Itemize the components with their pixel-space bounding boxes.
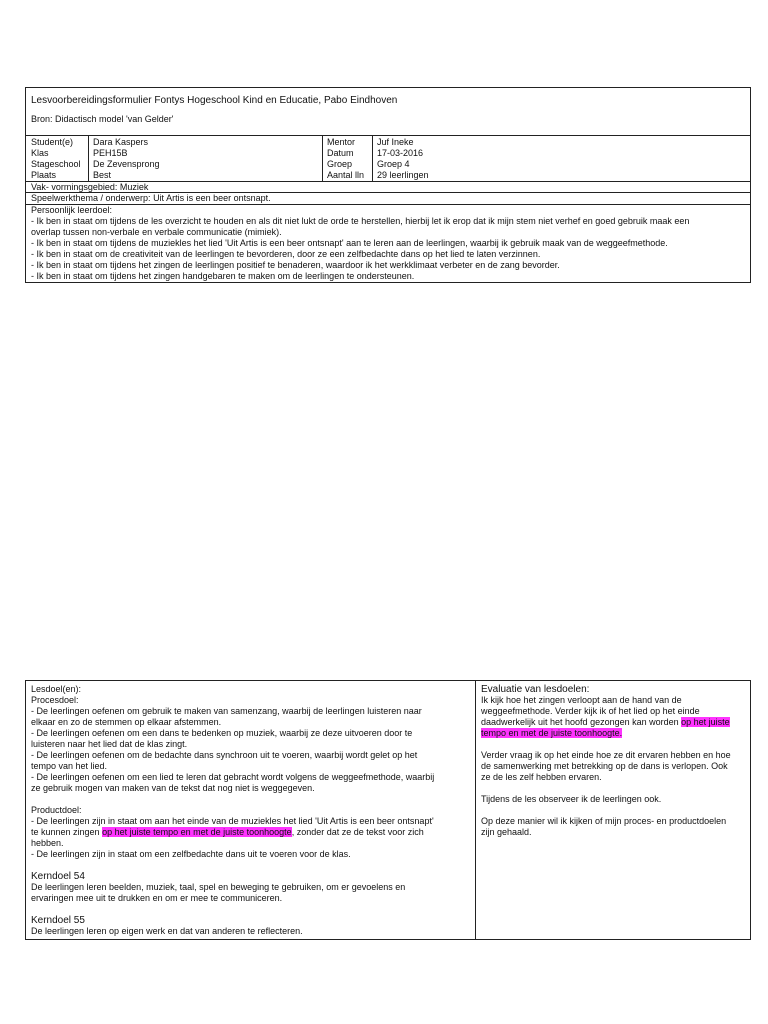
evaluatie-column [478,684,734,838]
info-label-plaats: Plaats [31,170,57,180]
persoonlijk-leerdoel [28,205,692,282]
evaluatie-line: zijn gehaald. [481,827,532,837]
info-label-student: Student(e) [31,137,74,147]
highlighted-text: op het juiste [681,717,730,727]
persoonlijk-line: - Ik ben in staat om tijdens het zingen de leerlingen positief te benaderen, waardoor ik het werkklimaat verbeter en de zang bevorder. [31,260,560,270]
evaluatie-text: daadwerkelijk uit het hoofd gezongen kan worden [481,717,682,727]
procesdoel-line: luisteren naar het lied dat de klas zingt. [31,739,188,749]
evaluatie-line: Ik kijk hoe het zingen verloopt aan de hand van de [481,695,682,705]
persoonlijk-line: overlap tussen non-verbale en verbale communicatie (mimiek). [31,227,282,237]
evaluatie-line: weggeefmethode. Verder kijk ik of het lied op het einde [481,706,700,716]
procesdoel-line: - De leerlingen oefenen om een lied te leren dat gebracht wordt volgens de weggeefmethode, waarbij [31,772,435,782]
info-value-datum: 17-03-2016 [377,148,424,158]
info-label-aantal: Aantal lln [327,170,365,180]
info-label-klas: Klas [31,148,49,158]
persoonlijk-line: - Ik ben in staat om tijdens de muziekles het lied 'Uit Artis is een beer ontsnapt' aan te leren aan de leerlingen, waarbij ik gebruik maak van de weggeefmethode. [31,238,668,248]
productdoel-line: hebben. [31,838,64,848]
kerndoel-line: De leerlingen leren op eigen werk en dat van anderen te reflecteren. [31,926,303,936]
evaluatie-line: Tijdens de les observeer ik de leerlingen ook. [481,794,662,804]
evaluatie-line: ze de les zelf hebben ervaren. [481,772,602,782]
procesdoel-line: elkaar en zo de stemmen op elkaar afstemmen. [31,717,222,727]
persoonlijk-line: - Ik ben in staat om tijdens de les overzicht te houden en als dit niet lukt de orde te herstellen, hierbij let ik erop dat ik mijn stem niet verhef en goed gebruik maak een [31,216,690,226]
procesdoel-line: tempo van het lied. [31,761,108,771]
divider [26,135,750,136]
info-value-student: Dara Kaspers [93,137,149,147]
evaluatie-line [481,728,731,739]
persoonlijk-title: Persoonlijk leerdoel: [31,205,113,215]
productdoel-text: , zonder dat ze de tekst voor zich [291,827,424,837]
procesdoel-line: - De leerlingen oefenen om een dans te bedenken op muziek, waarbij ze deze uitvoeren door te [31,728,413,738]
divider [88,135,89,181]
evaluatie-title: Evaluatie van lesdoelen: [481,684,590,695]
divider [322,135,323,181]
kerndoel-line: ervaringen mee uit te drukken en om er mee te communiceren. [31,893,283,903]
info-value-groep: Groep 4 [377,159,410,169]
info-value-plaats: Best [93,170,112,180]
info-label-datum: Datum [327,148,354,158]
evaluatie-line: Verder vraag ik op het einde hoe ze dit ervaren hebben en hoe [481,750,731,760]
evaluatie-line [481,717,731,728]
vak-gebied: Vak- vormingsgebied: Muziek [31,182,149,192]
productdoel-title: Productdoel: [31,805,82,815]
productdoel-line: - De leerlingen zijn in staat om aan het einde van de muziekles het lied 'Uit Artis is een beer ontsnapt' [31,816,434,826]
evaluatie-line: de samenwerking met betrekking op de dans is verlopen. Ook [481,761,728,771]
info-label-mentor: Mentor [327,137,356,147]
lesson-info-table [25,87,751,283]
lesdoelen-column [28,684,437,937]
form-source: Bron: Didactisch model 'van Gelder' [31,114,174,124]
info-value-mentor: Juf Ineke [377,137,414,147]
evaluatie-line: Op deze manier wil ik kijken of mijn proces- en productdoelen [481,816,727,826]
kerndoel-54-title: Kerndoel 54 [31,871,85,882]
lesdoelen-title: Lesdoel(en): [31,684,82,694]
procesdoel-line: - De leerlingen oefenen om gebruik te maken van samenzang, waarbij de leerlingen luisteren naar [31,706,422,716]
divider [475,681,476,939]
highlighted-text: op het juiste tempo en met de juiste toonhoogte [102,827,292,837]
form-title: Lesvoorbereidingsformulier Fontys Hogeschool Kind en Educatie, Pabo Eindhoven [31,95,398,106]
kerndoel-line: De leerlingen leren beelden, muziek, taal, spel en beweging te gebruiken, om er gevoelens en [31,882,406,892]
info-label-stageschool: Stageschool [31,159,81,169]
procesdoel-title: Procesdoel: [31,695,79,705]
info-value-klas: PEH15B [93,148,128,158]
persoonlijk-line: - Ik ben in staat om tijdens het zingen handgebaren te maken om de leerlingen te ondersteunen. [31,271,415,281]
persoonlijk-line: - Ik ben in staat om de creativiteit van de leerlingen te bevorderen, door ze een zelfbedachte dans op het lied te laten verzinnen. [31,249,541,259]
productdoel-text: te kunnen zingen [31,827,103,837]
procesdoel-line: ze gebruik mogen van maken van de tekst dat nog niet is weggegeven. [31,783,315,793]
info-value-stageschool: De Zevensprong [93,159,160,169]
productdoel-line: - De leerlingen zijn in staat om een zelfbedachte dans uit te voeren voor de klas. [31,849,351,859]
procesdoel-line: - De leerlingen oefenen om de bedachte dans synchroon uit te voeren, waarbij wordt gelet op het [31,750,418,760]
divider [372,135,373,181]
lesdoelen-table [25,680,751,940]
speelwerkthema: Speelwerkthema / onderwerp: Uit Artis is een beer ontsnapt. [31,193,271,203]
info-label-groep: Groep [327,159,353,169]
kerndoel-55-title: Kerndoel 55 [31,915,85,926]
info-value-aantal: 29 leerlingen [377,170,429,180]
highlighted-text: tempo en met de juiste toonhoogte. [481,728,623,738]
productdoel-line [31,827,434,838]
